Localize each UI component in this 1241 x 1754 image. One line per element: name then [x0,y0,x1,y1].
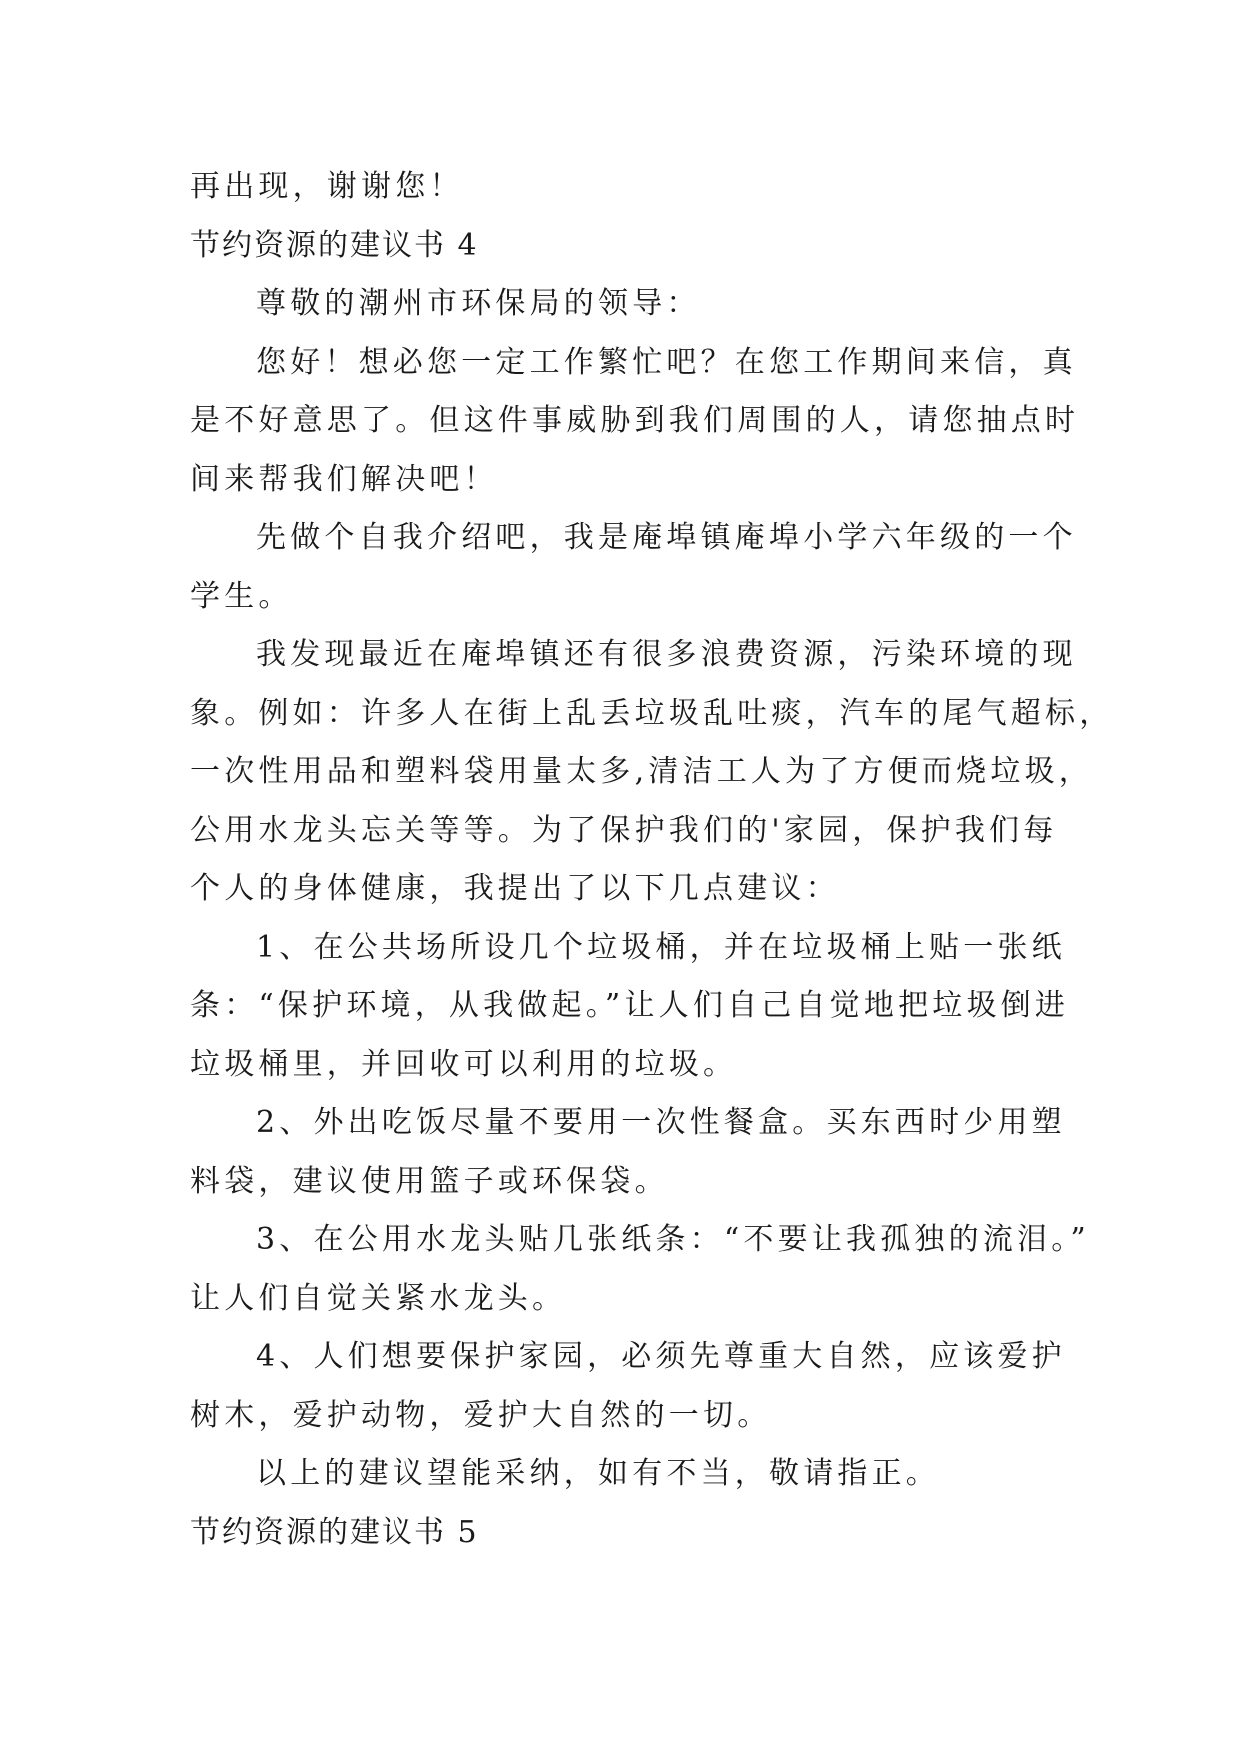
paragraph-line: 学生。 [190,578,293,614]
paragraph-line: 间来帮我们解决吧！ [190,461,498,497]
suggestion-line: 4、人们想要保护家园，必须先尊重大自然，应该爱护 [256,1339,1066,1374]
salutation: 尊敬的潮州市环保局的领导： [256,286,701,321]
suggestion-line: 3、在公用水龙头贴几张纸条：“不要让我孤独的流泪。” [256,1222,1090,1257]
suggestion-line: 条：“保护环境，从我做起。”让人们自己自觉地把垃圾倒进 [190,988,1070,1023]
paragraph-line: 公用水龙头忘关等等。为了保护我们的'家园，保护我们每 [190,812,1058,848]
paragraph-line: 您好！想必您一定工作繁忙吧？在您工作期间来信，真 [256,344,1077,380]
document-body [190,158,1114,1562]
section-heading: 节约资源的建议书 5 [190,1514,479,1550]
paragraph-line: 我发现最近在庵埠镇还有很多浪费资源，污染环境的现 [256,637,1077,672]
paragraph-line: 一次性用品和塑料袋用量太多,清洁工人为了方便而烧垃圾， [190,754,1093,789]
suggestion-line: 2、外出吃饭尽量不要用一次性餐盒。买东西时少用塑 [256,1105,1066,1140]
suggestion-line: 1、在公共场所设几个垃圾桶，并在垃圾桶上贴一张纸 [256,929,1066,965]
paragraph-line: 是不好意思了。但这件事威胁到我们周围的人，请您抽点时 [190,403,1080,438]
paragraph-line: 象。例如：许多人在街上乱丢垃圾乱吐痰，汽车的尾气超标， [190,695,1114,731]
suggestion-line: 让人们自觉关紧水龙头。 [190,1280,567,1316]
suggestion-line: 料袋，建议使用篮子或环保袋。 [190,1163,669,1199]
section-heading: 节约资源的建议书 4 [190,227,479,263]
suggestion-line: 树木，爱护动物，爱护大自然的一切。 [190,1397,772,1433]
paragraph-line: 先做个自我介绍吧，我是庵埠镇庵埠小学六年级的一个 [256,520,1077,555]
closing-line: 以上的建议望能采纳，如有不当，敬请指正。 [256,1456,940,1491]
suggestion-line: 垃圾桶里，并回收可以利用的垃圾。 [190,1046,738,1082]
paragraph-line: 个人的身体健康，我提出了以下几点建议： [190,871,840,906]
text-line: 再出现，谢谢您！ [190,169,464,204]
